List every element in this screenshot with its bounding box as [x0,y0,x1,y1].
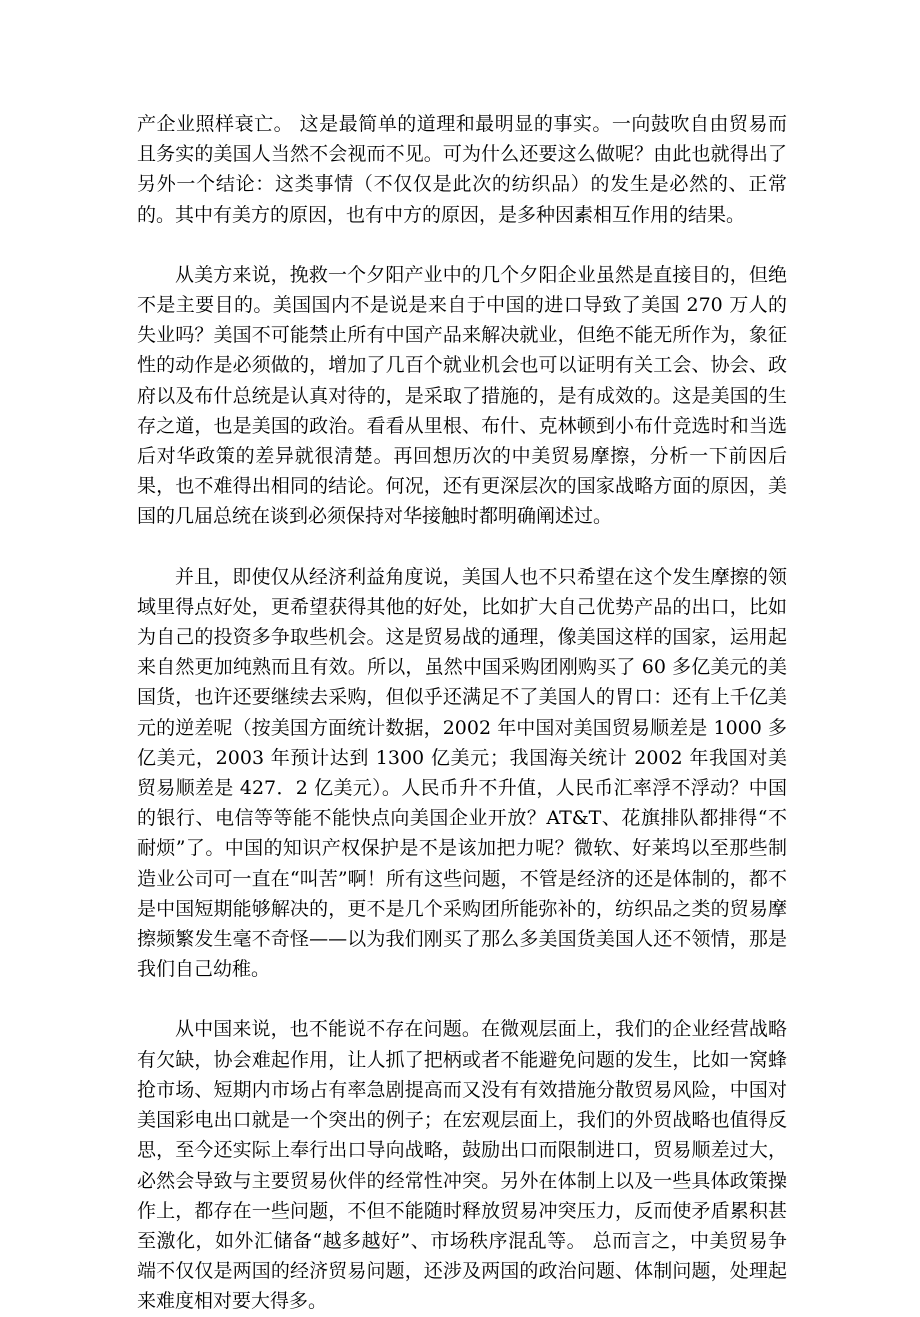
paragraph-3: 并且，即使仅从经济利益角度说，美国人也不只希望在这个发生摩擦的领域里得点好处，更希望获得其他的好处，比如扩大自己优势产品的出口，比如为自己的投资多争取些机会。这是贸易战的通理，像美国这样的国家，运用起来自然更加纯熟而且有效。所以，虽然中国采购团刚购买了 60 多亿美元的美国货，也许还要继续去采购，但似乎还满足不了美国人的胃口：还有上千亿美元的逆差呢（按美国方面统计数据，2002 年中国对美国贸易顺差是 1000 多亿美元，2003 年预计达到 1300 亿美元；我国海关统计 2002 年我国对美贸易顺差是 427．2 亿美元）。人民币升不升值，人民币汇率浮不浮动？中国的银行、电信等等能不能快点向美国企业开放？AT&T、花旗排队都排得“不耐烦”了。中国的知识产权保护是不是该加把力呢？微软、好莱坞以至那些制造业公司可一直在“叫苦”啊！所有这些问题，不管是经济的还是体制的，都不是中国短期能够解决的，更不是几个采购团所能弥补的，纺织品之类的贸易摩擦频繁发生毫不奇怪——以为我们刚买了那么多美国货美国人还不领情，那是我们自己幼稚。 [137,565,787,981]
paragraph-gap [137,230,787,260]
paragraph-gap [137,984,787,1014]
paragraph-4: 从中国来说，也不能说不存在问题。在微观层面上，我们的企业经营战略有欠缺，协会难起作用，让人抓了把柄或者不能避免问题的发生，比如一窝蜂抢市场、短期内市场占有率急剧提高而又没有有效措施分散贸易风险，中国对美国彩电出口就是一个突出的例子；在宏观层面上，我们的外贸战略也值得反思，至今还实际上奉行出口导向战略，鼓励出口而限制进口，贸易顺差过大，必然会导致与主要贸易伙伴的经常性冲突。另外在体制上以及一些具体政策操作上，都存在一些问题，不但不能随时释放贸易冲突压力，反而使矛盾累积甚至激化，如外汇储备“越多越好”、市场秩序混乱等。 总而言之，中美贸易争端不仅仅是两国的经济贸易问题，还涉及两国的政治问题、体制问题，处理起来难度相对要大得多。 [137,1018,787,1313]
document-body [137,109,787,1317]
paragraph-1: 产企业照样衰亡。 这是最简单的道理和最明显的事实。一向鼓吹自由贸易而且务实的美国人当然不会视而不见。可为什么还要这么做呢？由此也就得出了另外一个结论：这类事情（不仅仅是此次的纺织品）的发生是必然的、正常的。其中有美方的原因，也有中方的原因，是多种因素相互作用的结果。 [137,113,787,226]
paragraph-gap [137,532,787,562]
paragraph-2: 从美方来说，挽救一个夕阳产业中的几个夕阳企业虽然是直接目的，但绝不是主要目的。美国国内不是说是来自于中国的进口导致了美国 270 万人的失业吗？美国不可能禁止所有中国产品来解决就业，但绝不能无所作为，象征性的动作是必须做的，增加了几百个就业机会也可以证明有关工会、协会、政府以及布什总统是认真对待的，是采取了措施的，是有成效的。这是美国的生存之道，也是美国的政治。看看从里根、布什、克林顿到小布什竞选时和当选后对华政策的差异就很清楚。再回想历次的中美贸易摩擦，分析一下前因后果，也不难得出相同的结论。何况，还有更深层次的国家战略方面的原因，美国的几届总统在谈到必须保持对华接触时都明确阐述过。 [137,263,787,528]
